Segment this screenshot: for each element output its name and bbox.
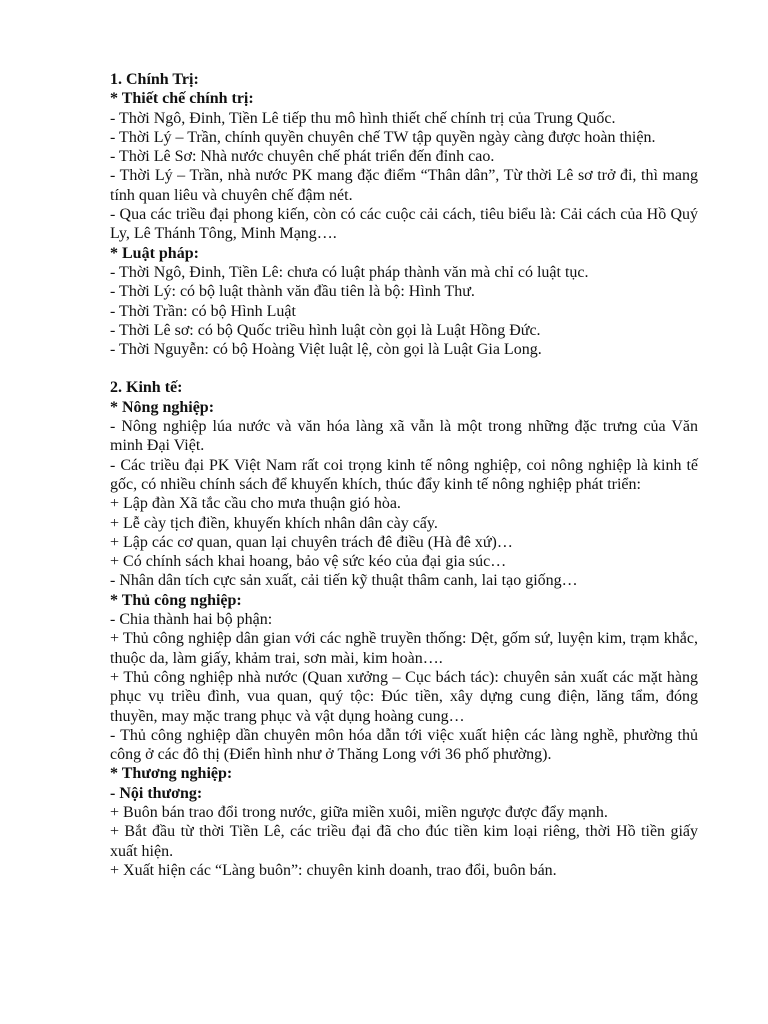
institution-item: - Thời Lý – Trần, nhà nước PK mang đặc điểm “Thân dân”, Từ thời Lê sơ trở đi, thì mang tính quan liêu và chuyên chế đậm nét. — [110, 167, 698, 204]
commerce-item: + Bắt đầu từ thời Tiền Lê, các triều đại đã cho đúc tiền kim loại riêng, thời Hồ tiền giấy xuất hiện. — [110, 823, 698, 860]
handicraft-item: + Thủ công nghiệp dân gian với các nghề truyền thống: Dệt, gốm sứ, luyện kim, trạm khắc, thuộc da, làm giấy, khảm trai, sơn mài, kim hoàn…. — [110, 630, 698, 667]
agriculture-item: + Lập các cơ quan, quan lại chuyên trách đê điều (Hà đê xứ)… — [110, 533, 513, 551]
law-item: - Thời Trần: có bộ Hình Luật — [110, 302, 296, 320]
agriculture-item: + Lễ cày tịch điền, khuyến khích nhân dân cày cấy. — [110, 514, 438, 532]
law-item: - Thời Lý: có bộ luật thành văn đầu tiên là bộ: Hình Thư. — [110, 283, 475, 301]
commerce-item: + Xuất hiện các “Làng buôn”: chuyên kinh doanh, trao đổi, buôn bán. — [110, 861, 557, 879]
institution-item: - Thời Ngô, Đinh, Tiền Lê tiếp thu mô hình thiết chế chính trị của Trung Quốc. — [110, 109, 616, 127]
handicraft-subheading: * Thủ công nghiệp: — [110, 591, 242, 609]
institution-item: - Qua các triều đại phong kiến, còn có các cuộc cải cách, tiêu biểu là: Cải cách của Hồ Quý Ly, Lê Thánh Tông, Minh Mạng…. — [110, 206, 698, 243]
institution-item: - Thời Lê Sơ: Nhà nước chuyên chế phát triển đến đỉnh cao. — [110, 148, 495, 166]
commerce-item: + Buôn bán trao đổi trong nước, giữa miền xuôi, miền ngược được đẩy mạnh. — [110, 803, 608, 821]
agriculture-item: - Nhân dân tích cực sản xuất, cải tiến kỹ thuật thâm canh, lai tạo giống… — [110, 572, 578, 590]
institution-subheading: * Thiết chế chính trị: — [110, 90, 254, 108]
law-subheading: * Luật pháp: — [110, 244, 199, 262]
domestic-trade-subheading: - Nội thương: — [110, 784, 203, 802]
agriculture-item: - Các triều đại PK Việt Nam rất coi trọng kinh tế nông nghiệp, coi nông nghiệp là kinh tế gốc, có nhiều chính sách để khuyến khích, thúc đẩy kinh tế nông nghiệp phát triển: — [110, 456, 698, 493]
law-item: - Thời Ngô, Đinh, Tiền Lê: chưa có luật pháp thành văn mà chỉ có luật tục. — [110, 263, 589, 281]
section-economy-heading: 2. Kinh tế: — [110, 379, 183, 397]
agriculture-item: + Lập đàn Xã tắc cầu cho mưa thuận gió hòa. — [110, 495, 401, 513]
law-item: - Thời Lê sơ: có bộ Quốc triều hình luật còn gọi là Luật Hồng Đức. — [110, 321, 541, 339]
commerce-subheading: * Thương nghiệp: — [110, 765, 233, 783]
agriculture-item: + Có chính sách khai hoang, bảo vệ sức kéo của đại gia súc… — [110, 553, 507, 571]
institution-item: - Thời Lý – Trần, chính quyền chuyên chế TW tập quyền ngày càng được hoàn thiện. — [110, 128, 656, 146]
section-spacer — [110, 359, 698, 378]
agriculture-subheading: * Nông nghiệp: — [110, 398, 215, 416]
handicraft-item: - Chia thành hai bộ phận: — [110, 611, 273, 629]
section-politics-heading: 1. Chính Trị: — [110, 71, 199, 88]
handicraft-item: - Thủ công nghiệp dần chuyên môn hóa dẫn tới việc xuất hiện các làng nghề, phường thủ công ở các đô thị (Điển hình như ở Thăng Long với 36 phố phường). — [110, 726, 698, 764]
agriculture-item: - Nông nghiệp lúa nước và văn hóa làng xã vẫn là một trong những đặc trưng của Văn minh Đại Việt. — [110, 418, 698, 455]
handicraft-item: + Thủ công nghiệp nhà nước (Quan xưởng – Cục bách tác): chuyên sản xuất các mặt hàng phục vụ triều đình, vua quan, quý tộc: Đúc tiền, xây dựng cung điện, lăng tẩm, đóng thuyền, may mặc trang phục và vật dụng hoàng cung… — [110, 668, 698, 725]
law-item: - Thời Nguyễn: có bộ Hoàng Việt luật lệ, còn gọi là Luật Gia Long. — [110, 341, 542, 359]
